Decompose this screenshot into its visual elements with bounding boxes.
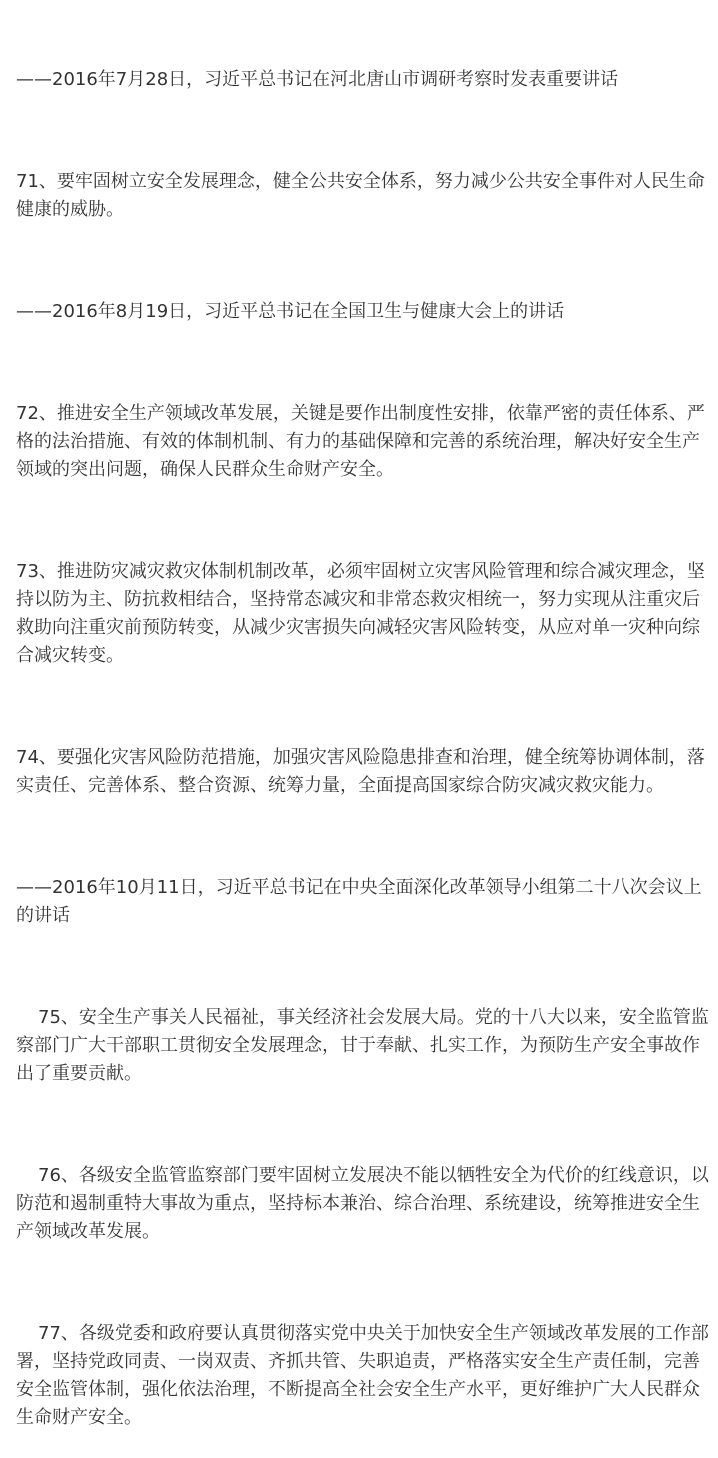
source-attribution-2016-10-11: ——2016年10月11日，习近平总书记在中央全面深化改革领导小组第二十八次会议上的讲话: [16, 877, 702, 926]
quote-item-76: 76、各级安全监管监察部门要牢固树立发展决不能以牺牲安全为代价的红线意识，以防范和遏制重特大事故为重点，坚持标本兼治、综合治理、系统建设，统筹推进安全生产领域改革发展。: [16, 1165, 709, 1242]
quote-item-73: 73、推进防灾减灾救灾体制机制改革，必须牢固树立灾害风险管理和综合减灾理念，坚持以防为主、防抗救相结合，坚持常态减灾和非常态救灾相统一，努力实现从注重灾后救助向注重灾前预防转变，从减少灾害损失向减轻灾害风险转变，从应对单一灾种向综合减灾转变。: [16, 561, 705, 666]
quote-item-74: 74、要强化灾害风险防范措施，加强灾害风险隐患排查和治理，健全统筹协调体制，落实责任、完善体系、整合资源、统筹力量，全面提高国家综合防灾减灾救灾能力。: [16, 747, 705, 796]
quote-item-77: 77、各级党委和政府要认真贯彻落实党中央关于加快安全生产领域改革发展的工作部署，坚持党政同责、一岗双责、齐抓共管、失职追责，严格落实安全生产责任制，完善安全监管体制，强化依法治理，不断提高全社会安全生产水平，更好维护广大人民群众生命财产安全。: [16, 1323, 709, 1428]
quote-item-75: 75、安全生产事关人民福祉，事关经济社会发展大局。党的十八大以来，安全监管监察部门广大干部职工贯彻安全发展理念，甘于奉献、扎实工作，为预防生产安全事故作出了重要贡献。: [16, 1007, 709, 1084]
quote-item-71: 71、要牢固树立安全发展理念，健全公共安全体系，努力减少公共安全事件对人民生命健康的威胁。: [16, 171, 705, 220]
article-body: [16, 0, 710, 1432]
source-attribution-2016-08-19: ——2016年8月19日，习近平总书记在全国卫生与健康大会上的讲话: [16, 301, 565, 322]
quote-item-72: 72、推进安全生产领域改革发展，关键是要作出制度性安排，依靠严密的责任体系、严格的法治措施、有效的体制机制、有力的基础保障和完善的系统治理，解决好安全生产领域的突出问题，确保人民群众生命财产安全。: [16, 403, 705, 480]
source-attribution-2016-07-28: ——2016年7月28日，习近平总书记在河北唐山市调研考察时发表重要讲话: [16, 69, 619, 90]
